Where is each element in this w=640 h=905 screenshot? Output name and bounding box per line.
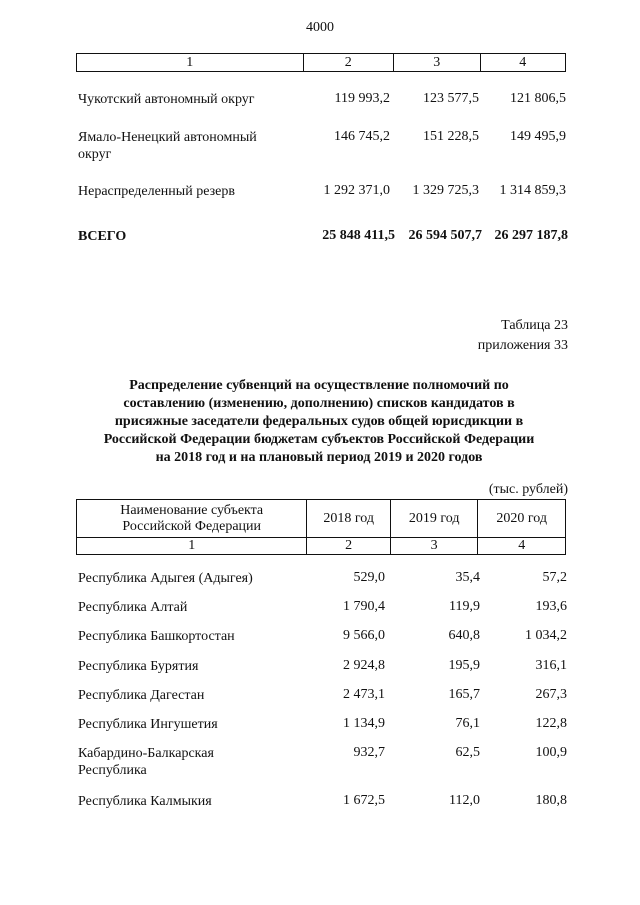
row-value-2019: 62,5: [455, 745, 480, 760]
header-num-3: 3: [390, 538, 478, 555]
row-name: Республика Ингушетия: [78, 717, 218, 732]
row-value-2020: 267,3: [535, 687, 567, 702]
units-label: (тыс. рублей): [488, 482, 568, 497]
row-name: Республика Бурятия: [78, 659, 199, 674]
appendix-number: приложения 33: [477, 338, 568, 353]
row-value-2020: 1 314 859,3: [499, 183, 566, 198]
header-subject-line2: Российской Федерации: [122, 518, 262, 534]
row-name: Республика Калмыкия: [78, 794, 212, 809]
row-name: Республика Дагестан: [78, 688, 205, 703]
row-value-2020: 121 806,5: [510, 91, 566, 106]
row-value-2019: 35,4: [455, 570, 480, 585]
row-name-line1: Кабардино-Балкарская: [78, 746, 214, 761]
top-col-4: 4: [480, 54, 566, 72]
row-value-2018: 2 473,1: [343, 687, 385, 702]
header-subject: [77, 500, 307, 538]
row-value-2019: 123 577,5: [423, 91, 479, 106]
row-name: [78, 129, 257, 163]
main-table-header: [76, 499, 566, 555]
header-num-2: 2: [307, 538, 391, 555]
row-value-2018: 9 566,0: [343, 628, 385, 643]
title-line: на 2018 год и на плановый период 2019 и 2020 годов: [155, 450, 483, 465]
top-col-1: 1: [77, 54, 304, 72]
row-name: Республика Башкортостан: [78, 629, 235, 644]
header-num-4: 4: [478, 538, 566, 555]
title-line: присяжные заседатели федеральных судов общей юрисдикции в: [114, 414, 524, 429]
row-value-2018: 1 134,9: [343, 716, 385, 731]
row-value-2020: 1 034,2: [525, 628, 567, 643]
row-value-2018: 1 672,5: [343, 793, 385, 808]
row-value-2018: 146 745,2: [334, 129, 390, 144]
table-number: Таблица 23: [501, 318, 568, 333]
row-value-2019: 76,1: [455, 716, 480, 731]
header-subject-line1: Наименование субъекта: [120, 502, 264, 518]
row-value-2018: 2 924,8: [343, 658, 385, 673]
row-value-2019: 165,7: [448, 687, 480, 702]
row-value-2020: 149 495,9: [510, 129, 566, 144]
row-value-2020: 100,9: [535, 745, 567, 760]
row-value-2019: 119,9: [449, 599, 480, 614]
title-line: Распределение субвенций на осуществление полномочий по: [129, 378, 509, 393]
total-value-2018: 25 848 411,5: [322, 228, 395, 243]
row-value-2018: 529,0: [353, 570, 385, 585]
row-value-2020: 193,6: [535, 599, 567, 614]
row-value-2018: 119 993,2: [334, 91, 390, 106]
total-value-2019: 26 594 507,7: [408, 228, 482, 243]
header-2020: 2020 год: [478, 500, 566, 538]
row-value-2020: 180,8: [535, 793, 567, 808]
page-number: 4000: [306, 20, 334, 35]
title-line: составлению (изменению, дополнению) списков кандидатов в: [123, 396, 515, 411]
top-col-3: 3: [394, 54, 480, 72]
row-name-line2: Республика: [78, 763, 147, 778]
row-name-line1: Ямало-Ненецкий автономный: [78, 130, 257, 145]
row-value-2019: 112,0: [449, 793, 480, 808]
row-value-2018: 932,7: [353, 745, 385, 760]
row-name: Республика Алтай: [78, 600, 188, 615]
row-value-2020: 316,1: [535, 658, 567, 673]
row-name: [78, 745, 214, 779]
row-name: Нераспределенный резерв: [78, 184, 235, 199]
header-num-1: 1: [77, 538, 307, 555]
row-name: Чукотский автономный округ: [78, 92, 255, 107]
row-value-2019: 195,9: [448, 658, 480, 673]
row-value-2018: 1 790,4: [343, 599, 385, 614]
table-title: [74, 377, 564, 467]
row-value-2020: 57,2: [542, 570, 567, 585]
total-label: ВСЕГО: [78, 229, 127, 244]
row-value-2018: 1 292 371,0: [323, 183, 390, 198]
total-value-2020: 26 297 187,8: [494, 228, 568, 243]
row-value-2019: 1 329 725,3: [412, 183, 479, 198]
row-value-2020: 122,8: [535, 716, 567, 731]
row-value-2019: 151 228,5: [423, 129, 479, 144]
table-label: [478, 316, 568, 356]
header-2019: 2019 год: [390, 500, 478, 538]
title-line: Российской Федерации бюджетам субъектов Российской Федерации: [103, 432, 535, 447]
row-name: Республика Адыгея (Адыгея): [78, 571, 253, 586]
header-2018: 2018 год: [307, 500, 391, 538]
row-value-2019: 640,8: [448, 628, 480, 643]
top-table-header: [76, 53, 566, 72]
top-col-2: 2: [303, 54, 393, 72]
row-name-line2: округ: [78, 147, 112, 162]
